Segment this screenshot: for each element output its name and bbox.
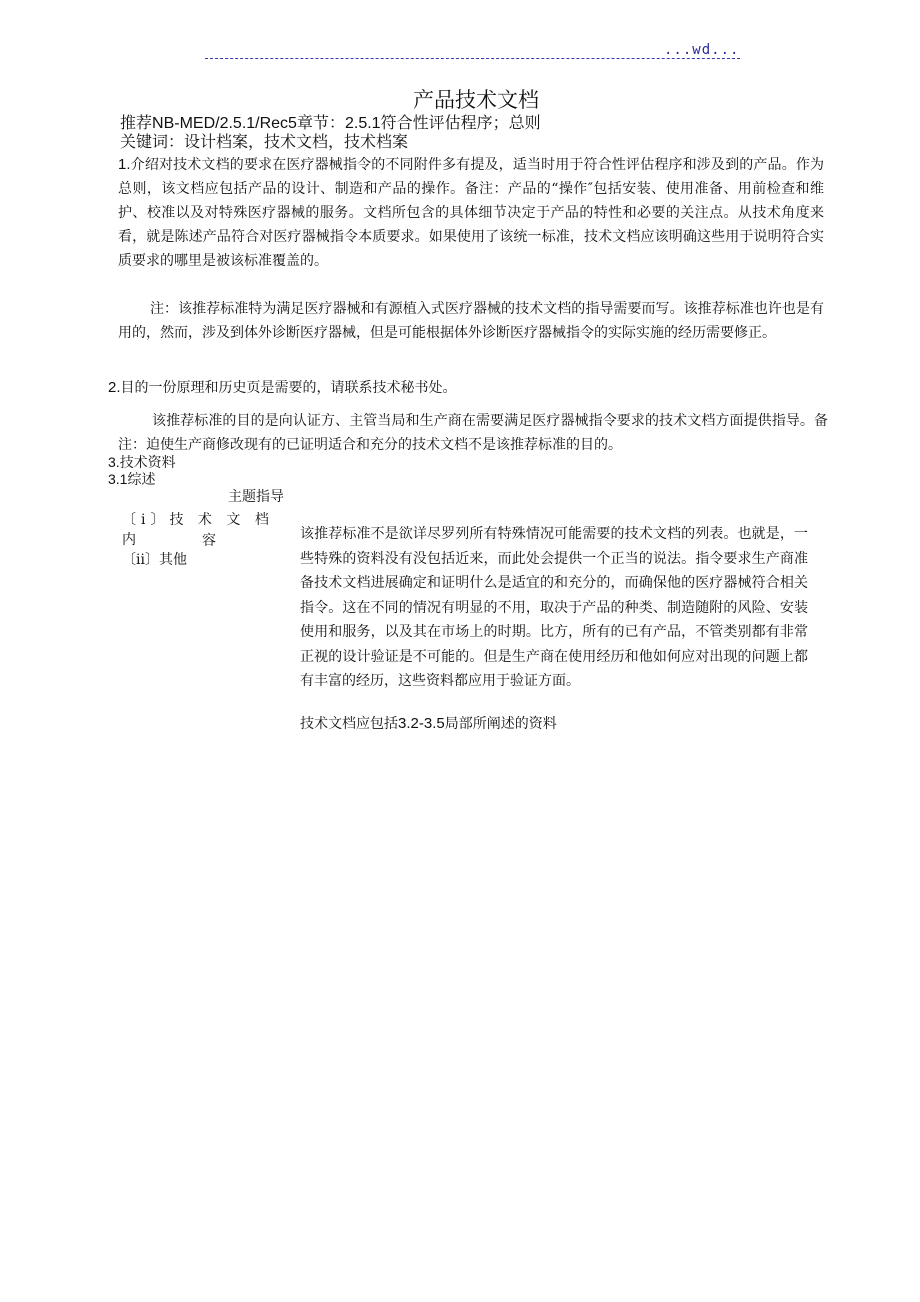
document-title: 产品技术文档 (413, 88, 539, 112)
section-1-number: 1. (118, 156, 131, 173)
topic-item-1: 〔ⅰ〕技 术 文 档 内 (122, 512, 274, 548)
section-3-title: 技术资料 (119, 455, 176, 471)
column-header: 主题指导 (228, 489, 284, 505)
ref-section: 2.5.1 (344, 115, 381, 132)
section-2-body: 该推荐标准的目的是向认证方、主管当局和生产商在需要满足医疗器械指令要求的技术文档方面提供指导。备注：迫使生产商修改现有的已证明适合和充分的技术文档不是该推荐标准的目的。 (118, 413, 828, 453)
section-2-heading (108, 376, 814, 400)
reference-line (120, 113, 541, 133)
header-dashed-rule (205, 58, 740, 59)
topic-item-1-cont: 容 (202, 533, 216, 549)
header-tag: ...wd... (664, 42, 740, 58)
ref-prefix: 推荐 (120, 113, 153, 132)
section-2-number: 2. (108, 379, 121, 396)
guidance-text: 该推荐标准不是欲详尽罗列所有特殊情况可能需要的技术文档的列表。也就是，一些特殊的资料没有没包括近来，而此处会提供一个正当的说法。指令要求生产商准备技术文档进展确定和证明什么是适宜的和充分的，而确保他的医疗器械符合相关指令。这在不同的情况有明显的不用，取决于产品的种类、制造随附的风险、安装使用和服务，以及其在市场上的时期。比方，所有的已有产品，不管类别都有非常正视的设计验证是不可能的。但是生产商在使用经历和他如何应对出现的问题上都有丰富的经历，这些资料都应用于验证方面。 (300, 526, 808, 689)
section-1-paragraph (118, 153, 824, 273)
section-1-text: 介绍对技术文档的要求在医疗器械指令的不同附件多有提及，适当时用于符合性评估程序和涉及到的产品。作为总则，该文档应包括产品的设计、制造和产品的操作。备注：产品的“操作″包括安装、使用准备、用前检查和维护、校准以及对特殊医疗器械的服务。文档所包含的具体细节决定于产品的特性和必要的关注点。从技术角度来看，就是陈述产品符合对医疗器械指令本质要求。如果使用了该统一标准，技术文档应该明确这些用于说明符合实质要求的哪里是被该标准覆盖的。 (118, 157, 824, 269)
section-3-heading (108, 454, 176, 472)
ref-mid: 章节： (296, 113, 345, 132)
ref-suffix: 符合性评估程序；总则 (380, 113, 541, 132)
final-range: 3.2-3.5 (398, 715, 445, 732)
section-3-number: 3. (108, 454, 120, 470)
ref-code: NB-MED/2.5.1/Rec5 (152, 115, 297, 132)
guidance-final-line (300, 714, 557, 734)
keywords-line: 关键词：设计档案，技术文档，技术档案 (120, 132, 409, 151)
section-3-1-number: 3.1 (108, 471, 128, 487)
section-2-text: 目的一份原理和历史页是需要的，请联系技术秘书处。 (120, 380, 457, 396)
final-prefix: 技术文档应包括 (300, 716, 398, 732)
section-1-note: 注：该推荐标准特为满足医疗器械和有源植入式医疗器械的技术文档的指导需要而写。该推荐标准也许也是有用的，然而，涉及到体外诊断医疗器械，但是可能根据体外诊断医疗器械指令的实际实施的经历需要修正。 (118, 301, 824, 341)
topic-item-2: 〔ⅱ〕其他 (122, 552, 187, 568)
section-3-1-title: 综述 (127, 472, 156, 488)
section-3-1-heading (108, 471, 155, 489)
final-suffix: 局部所阐述的资料 (444, 716, 557, 732)
